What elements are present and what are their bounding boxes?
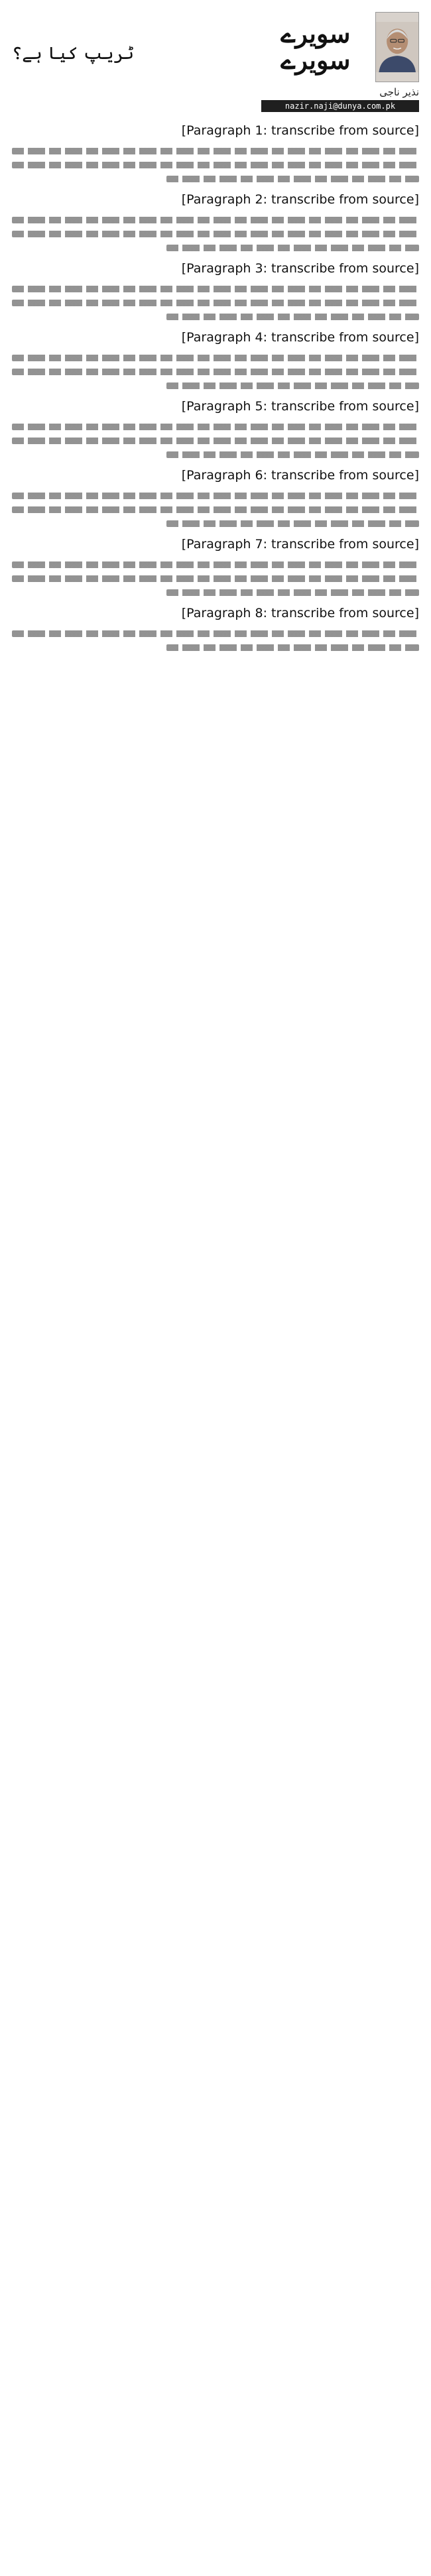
text-line-placeholder [166,520,419,527]
byline [261,86,419,112]
text-line-placeholder [166,314,419,320]
article-paragraph: [Paragraph 2: transcribe from source] [181,192,419,207]
text-line-placeholder [12,162,419,168]
brand-row [261,12,419,82]
article-paragraph: [Paragraph 1: transcribe from source] [181,123,419,138]
article-paragraph: [Paragraph 3: transcribe from source] [181,261,419,276]
text-line-placeholder [12,369,419,375]
author-portrait-icon [376,13,418,82]
article-paragraph: [Paragraph 7: transcribe from source] [181,537,419,552]
text-line-placeholder [12,286,419,292]
text-line-placeholder [166,644,419,651]
text-line-placeholder [12,355,419,361]
text-line-placeholder [166,176,419,182]
text-line-placeholder [12,300,419,306]
text-line-placeholder [12,217,419,223]
article-title: ٹریپ کیا ہے؟ [12,44,135,64]
article-paragraph: [Paragraph 4: transcribe from source] [181,330,419,345]
author-name: نذیر ناجی [379,86,419,98]
text-line-placeholder [166,451,419,458]
text-line-placeholder [12,561,419,568]
text-line-placeholder [166,245,419,251]
text-line-placeholder [12,630,419,637]
text-line-placeholder [166,382,419,389]
text-line-placeholder [12,438,419,444]
text-line-placeholder [12,231,419,237]
article-body [12,111,419,651]
article-paragraph: [Paragraph 6: transcribe from source] [181,468,419,483]
article-paragraph: [Paragraph 8: transcribe from source] [181,606,419,620]
text-line-placeholder [12,493,419,499]
author-email[interactable]: nazir.naji@dunya.com.pk [261,100,419,112]
column-brand [261,12,419,112]
column-header [12,0,419,111]
text-line-placeholder [166,589,419,596]
article-paragraph: [Paragraph 5: transcribe from source] [181,399,419,414]
text-line-placeholder [12,575,419,582]
column-title: سویرے سویرے [280,19,351,75]
text-line-placeholder [12,424,419,430]
text-line-placeholder [12,506,419,513]
text-line-placeholder [12,148,419,154]
author-portrait [375,12,419,82]
